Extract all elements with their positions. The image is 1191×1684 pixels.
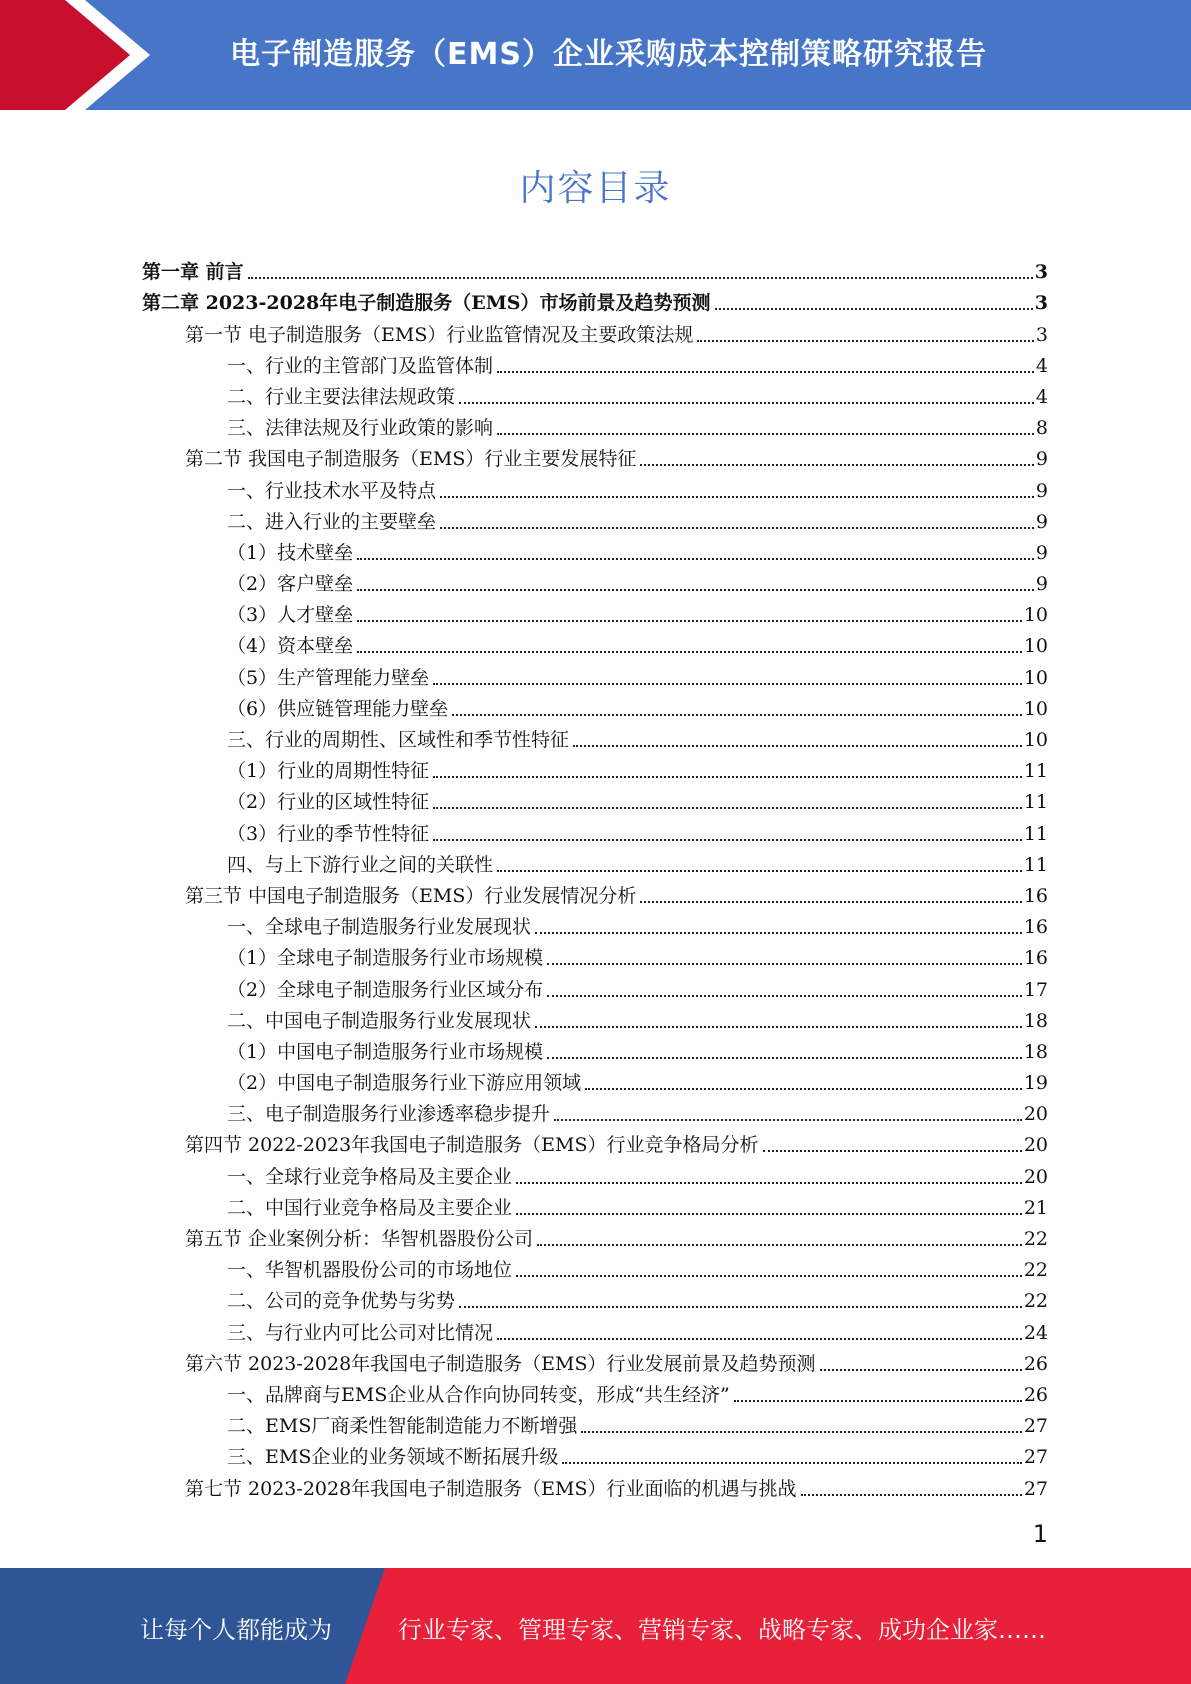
toc-entry-page: 10 bbox=[1023, 666, 1048, 689]
toc-dot-leader bbox=[801, 1494, 1022, 1496]
toc-entry-page: 10 bbox=[1023, 697, 1048, 720]
toc-dot-leader bbox=[535, 1026, 1022, 1028]
toc-entry[interactable] bbox=[142, 1313, 1048, 1344]
toc-entry-title: （1）行业的周期性特征 bbox=[227, 760, 430, 783]
toc-entry-page: 11 bbox=[1023, 760, 1048, 783]
toc-dot-leader bbox=[459, 1306, 1022, 1308]
toc-entry-page: 22 bbox=[1023, 1259, 1048, 1282]
toc-entry-title: 二、公司的竞争优势与劣势 bbox=[227, 1290, 456, 1313]
toc-dot-leader bbox=[459, 402, 1034, 404]
toc-entry-page: 18 bbox=[1023, 1009, 1048, 1032]
toc-entry-title: （1）技术壁垒 bbox=[227, 541, 354, 564]
toc-entry[interactable] bbox=[142, 409, 1048, 440]
toc-entry-title: 一、行业的主管部门及监管体制 bbox=[227, 354, 494, 377]
toc-entry-page: 3 bbox=[1034, 292, 1048, 315]
toc-entry-title: 第六节 2023-2028年我国电子制造服务（EMS）行业发展前景及趋势预测 bbox=[185, 1352, 816, 1375]
toc-entry[interactable] bbox=[142, 1376, 1048, 1407]
toc-entry-page: 18 bbox=[1023, 1040, 1048, 1063]
toc-dot-leader bbox=[440, 527, 1034, 529]
toc-entry-page: 17 bbox=[1023, 978, 1048, 1001]
toc-dot-leader bbox=[497, 371, 1034, 373]
toc-dot-leader bbox=[734, 1400, 1022, 1402]
toc-entry-page: 9 bbox=[1035, 573, 1048, 596]
page-number: 1 bbox=[1032, 1520, 1048, 1548]
toc-entry-page: 22 bbox=[1023, 1290, 1048, 1313]
toc-entry-page: 9 bbox=[1035, 541, 1048, 564]
toc-entry-title: （4）资本壁垒 bbox=[227, 635, 354, 658]
toc-entry-page: 8 bbox=[1035, 417, 1048, 440]
toc-entry-title: 第七节 2023-2028年我国电子制造服务（EMS）行业面临的机遇与挑战 bbox=[185, 1477, 797, 1500]
toc-entry[interactable] bbox=[142, 1345, 1048, 1376]
toc-entry-title: （5）生产管理能力壁垒 bbox=[227, 666, 430, 689]
toc-dot-leader bbox=[573, 745, 1022, 747]
toc-entry-page: 10 bbox=[1023, 604, 1048, 627]
toc-entry-title: 第四节 2022-2023年我国电子制造服务（EMS）行业竞争格局分析 bbox=[185, 1134, 759, 1157]
toc-dot-leader bbox=[697, 340, 1034, 342]
report-title: 电子制造服务（EMS）企业采购成本控制策略研究报告 bbox=[230, 37, 987, 72]
toc-entry[interactable] bbox=[142, 846, 1048, 877]
toc-entry-title: 第三节 中国电子制造服务（EMS）行业发展情况分析 bbox=[185, 884, 637, 907]
toc-entry-title: 一、品牌商与EMS企业从合作向协同转变，形成“共生经济” bbox=[227, 1383, 730, 1406]
toc-entry-title: （1）中国电子制造服务行业市场规模 bbox=[227, 1040, 544, 1063]
toc-entry[interactable] bbox=[142, 1095, 1048, 1126]
toc-entry[interactable] bbox=[142, 534, 1048, 565]
toc-entry[interactable] bbox=[142, 1438, 1048, 1469]
toc-entry-page: 27 bbox=[1023, 1477, 1048, 1500]
toc-entry[interactable] bbox=[142, 939, 1048, 970]
toc-entry[interactable] bbox=[142, 814, 1048, 845]
toc-entry-page: 16 bbox=[1023, 884, 1048, 907]
toc-dot-leader bbox=[547, 963, 1022, 965]
toc-dot-leader bbox=[516, 1182, 1022, 1184]
toc-entry[interactable] bbox=[142, 1064, 1048, 1095]
toc-entry-title: 第一节 电子制造服务（EMS）行业监管情况及主要政策法规 bbox=[185, 323, 694, 346]
toc-dot-leader bbox=[763, 1150, 1022, 1152]
toc-entry-title: 二、进入行业的主要壁垒 bbox=[227, 510, 437, 533]
toc-entry[interactable] bbox=[142, 1002, 1048, 1033]
toc-dot-leader bbox=[497, 1338, 1022, 1340]
toc-entry-page: 11 bbox=[1023, 791, 1048, 814]
toc-entry[interactable] bbox=[142, 1251, 1048, 1282]
toc-entry[interactable] bbox=[142, 378, 1048, 409]
toc-entry-title: 二、中国行业竞争格局及主要企业 bbox=[227, 1196, 513, 1219]
toc-entry[interactable] bbox=[142, 347, 1048, 378]
toc-entry-title: 一、全球行业竞争格局及主要企业 bbox=[227, 1165, 513, 1188]
toc-entry-title: 二、中国电子制造服务行业发展现状 bbox=[227, 1009, 532, 1032]
toc-dot-leader bbox=[547, 1057, 1022, 1059]
toc-entry-page: 4 bbox=[1035, 385, 1048, 408]
toc-entry[interactable] bbox=[142, 1407, 1048, 1438]
toc-entry[interactable] bbox=[142, 1033, 1048, 1064]
toc-dot-leader bbox=[497, 870, 1022, 872]
toc-dot-leader bbox=[357, 558, 1034, 560]
toc-entry-page: 20 bbox=[1023, 1134, 1048, 1157]
toc-dot-leader bbox=[715, 308, 1033, 310]
toc-entry-title: 二、EMS厂商柔性智能制造能力不断增强 bbox=[227, 1415, 578, 1438]
toc-entry[interactable] bbox=[142, 908, 1048, 939]
toc-dot-leader bbox=[248, 277, 1033, 279]
toc-dot-leader bbox=[433, 776, 1022, 778]
toc-entry-page: 22 bbox=[1023, 1228, 1048, 1250]
toc-entry-page: 27 bbox=[1023, 1415, 1048, 1438]
toc-dot-leader bbox=[562, 1462, 1021, 1464]
toc-dot-leader bbox=[440, 496, 1034, 498]
toc-entry-title: 三、与行业内可比公司对比情况 bbox=[227, 1321, 494, 1344]
toc-entry-page: 16 bbox=[1023, 947, 1048, 970]
toc-entry[interactable] bbox=[142, 253, 1048, 284]
toc-dot-leader bbox=[516, 1275, 1022, 1277]
toc-entry-page: 10 bbox=[1023, 635, 1048, 658]
toc-entry-title: （3）行业的季节性特征 bbox=[227, 822, 430, 845]
toc-entry[interactable] bbox=[142, 1220, 1048, 1251]
toc-dot-leader bbox=[585, 1088, 1022, 1090]
toc-entry[interactable] bbox=[142, 752, 1048, 783]
toc-entry-title: 一、全球电子制造服务行业发展现状 bbox=[227, 916, 532, 939]
toc-dot-leader bbox=[433, 807, 1022, 809]
toc-entry[interactable] bbox=[142, 315, 1048, 346]
footer-slogan-left: 让每个人都能成为 bbox=[140, 1616, 332, 1644]
toc-entry-title: 三、行业的周期性、区域性和季节性特征 bbox=[227, 729, 570, 751]
toc-entry-title: 第二章 2023-2028年电子制造服务（EMS）市场前景及趋势预测 bbox=[142, 292, 711, 315]
toc-dot-leader bbox=[433, 683, 1022, 685]
toc-entry[interactable] bbox=[142, 503, 1048, 534]
toc-entry[interactable] bbox=[142, 596, 1048, 627]
toc-entry-page: 3 bbox=[1034, 261, 1048, 284]
footer-slogan-right: 行业专家、管理专家、营销专家、战略专家、成功企业家…… bbox=[398, 1616, 1046, 1644]
toc-entry[interactable] bbox=[142, 627, 1048, 658]
toc-dot-leader bbox=[497, 433, 1034, 435]
toc-entry-title: 二、行业主要法律法规政策 bbox=[227, 385, 456, 408]
toc-entry[interactable] bbox=[142, 877, 1048, 908]
toc-dot-leader bbox=[357, 651, 1022, 653]
toc-entry-title: （3）人才壁垒 bbox=[227, 604, 354, 627]
toc-entry[interactable] bbox=[142, 440, 1048, 471]
toc-dot-leader bbox=[357, 620, 1022, 622]
toc-dot-leader bbox=[452, 714, 1022, 716]
toc-entry-title: 三、电子制造服务行业渗透率稳步提升 bbox=[227, 1103, 551, 1126]
red-chevron-decoration bbox=[0, 0, 150, 110]
toc-entry[interactable] bbox=[142, 1157, 1048, 1188]
table-of-contents bbox=[142, 253, 1048, 1501]
toc-entry-title: （2）全球电子制造服务行业区域分布 bbox=[227, 978, 544, 1001]
toc-heading: 内容目录 bbox=[519, 168, 672, 209]
toc-entry-title: 第五节 企业案例分析：华智机器股份公司 bbox=[185, 1228, 534, 1250]
toc-entry[interactable] bbox=[142, 471, 1048, 502]
toc-dot-leader bbox=[357, 589, 1034, 591]
toc-entry-page: 16 bbox=[1023, 916, 1048, 939]
toc-entry[interactable] bbox=[142, 1282, 1048, 1313]
toc-entry-page: 26 bbox=[1023, 1383, 1048, 1406]
toc-entry-title: 第一章 前言 bbox=[142, 261, 244, 284]
toc-entry[interactable] bbox=[142, 565, 1048, 596]
toc-entry-page: 20 bbox=[1023, 1165, 1048, 1188]
toc-dot-leader bbox=[516, 1213, 1022, 1215]
toc-dot-leader bbox=[433, 839, 1022, 841]
toc-dot-leader bbox=[581, 1431, 1021, 1433]
toc-dot-leader bbox=[537, 1244, 1022, 1246]
toc-entry-title: （2）中国电子制造服务行业下游应用领域 bbox=[227, 1072, 582, 1095]
toc-entry-page: 11 bbox=[1023, 822, 1048, 845]
toc-entry-title: 一、行业技术水平及特点 bbox=[227, 479, 437, 502]
toc-dot-leader bbox=[547, 995, 1022, 997]
toc-entry-page: 20 bbox=[1023, 1103, 1048, 1126]
toc-entry-page: 24 bbox=[1023, 1321, 1048, 1344]
toc-entry[interactable] bbox=[142, 783, 1048, 814]
toc-entry-title: 一、华智机器股份公司的市场地位 bbox=[227, 1259, 513, 1282]
toc-entry-page: 10 bbox=[1023, 729, 1048, 751]
toc-entry-title: 第二节 我国电子制造服务（EMS）行业主要发展特征 bbox=[185, 448, 637, 471]
toc-entry-title: 四、与上下游行业之间的关联性 bbox=[227, 853, 494, 876]
toc-dot-leader bbox=[640, 464, 1034, 466]
toc-entry-page: 11 bbox=[1023, 853, 1048, 876]
toc-dot-leader bbox=[554, 1119, 1022, 1121]
toc-entry-page: 21 bbox=[1023, 1196, 1048, 1219]
toc-dot-leader bbox=[535, 932, 1022, 934]
toc-entry-page: 27 bbox=[1023, 1446, 1048, 1469]
toc-entry-page: 19 bbox=[1023, 1072, 1048, 1095]
toc-dot-leader bbox=[640, 901, 1021, 903]
toc-dot-leader bbox=[820, 1369, 1022, 1371]
toc-entry-title: 三、法律法规及行业政策的影响 bbox=[227, 417, 494, 440]
toc-entry-title: （6）供应链管理能力壁垒 bbox=[227, 697, 449, 720]
toc-entry-page: 4 bbox=[1035, 354, 1048, 377]
toc-entry-title: （1）全球电子制造服务行业市场规模 bbox=[227, 947, 544, 970]
toc-entry[interactable] bbox=[142, 1126, 1048, 1157]
toc-entry[interactable] bbox=[142, 658, 1048, 689]
toc-entry[interactable] bbox=[142, 970, 1048, 1001]
toc-entry[interactable] bbox=[142, 1189, 1048, 1220]
toc-entry-page: 26 bbox=[1023, 1352, 1048, 1375]
toc-entry-page: 9 bbox=[1035, 448, 1048, 471]
toc-entry[interactable] bbox=[142, 284, 1048, 315]
toc-entry[interactable] bbox=[142, 690, 1048, 721]
toc-entry-page: 9 bbox=[1035, 510, 1048, 533]
toc-entry[interactable] bbox=[142, 1469, 1048, 1500]
toc-entry-title: 三、EMS企业的业务领域不断拓展升级 bbox=[227, 1446, 559, 1469]
toc-entry[interactable] bbox=[142, 721, 1048, 752]
toc-entry-page: 9 bbox=[1035, 479, 1048, 502]
toc-entry-page: 3 bbox=[1035, 323, 1048, 346]
toc-entry-title: （2）客户壁垒 bbox=[227, 573, 354, 596]
toc-entry-title: （2）行业的区域性特征 bbox=[227, 791, 430, 814]
